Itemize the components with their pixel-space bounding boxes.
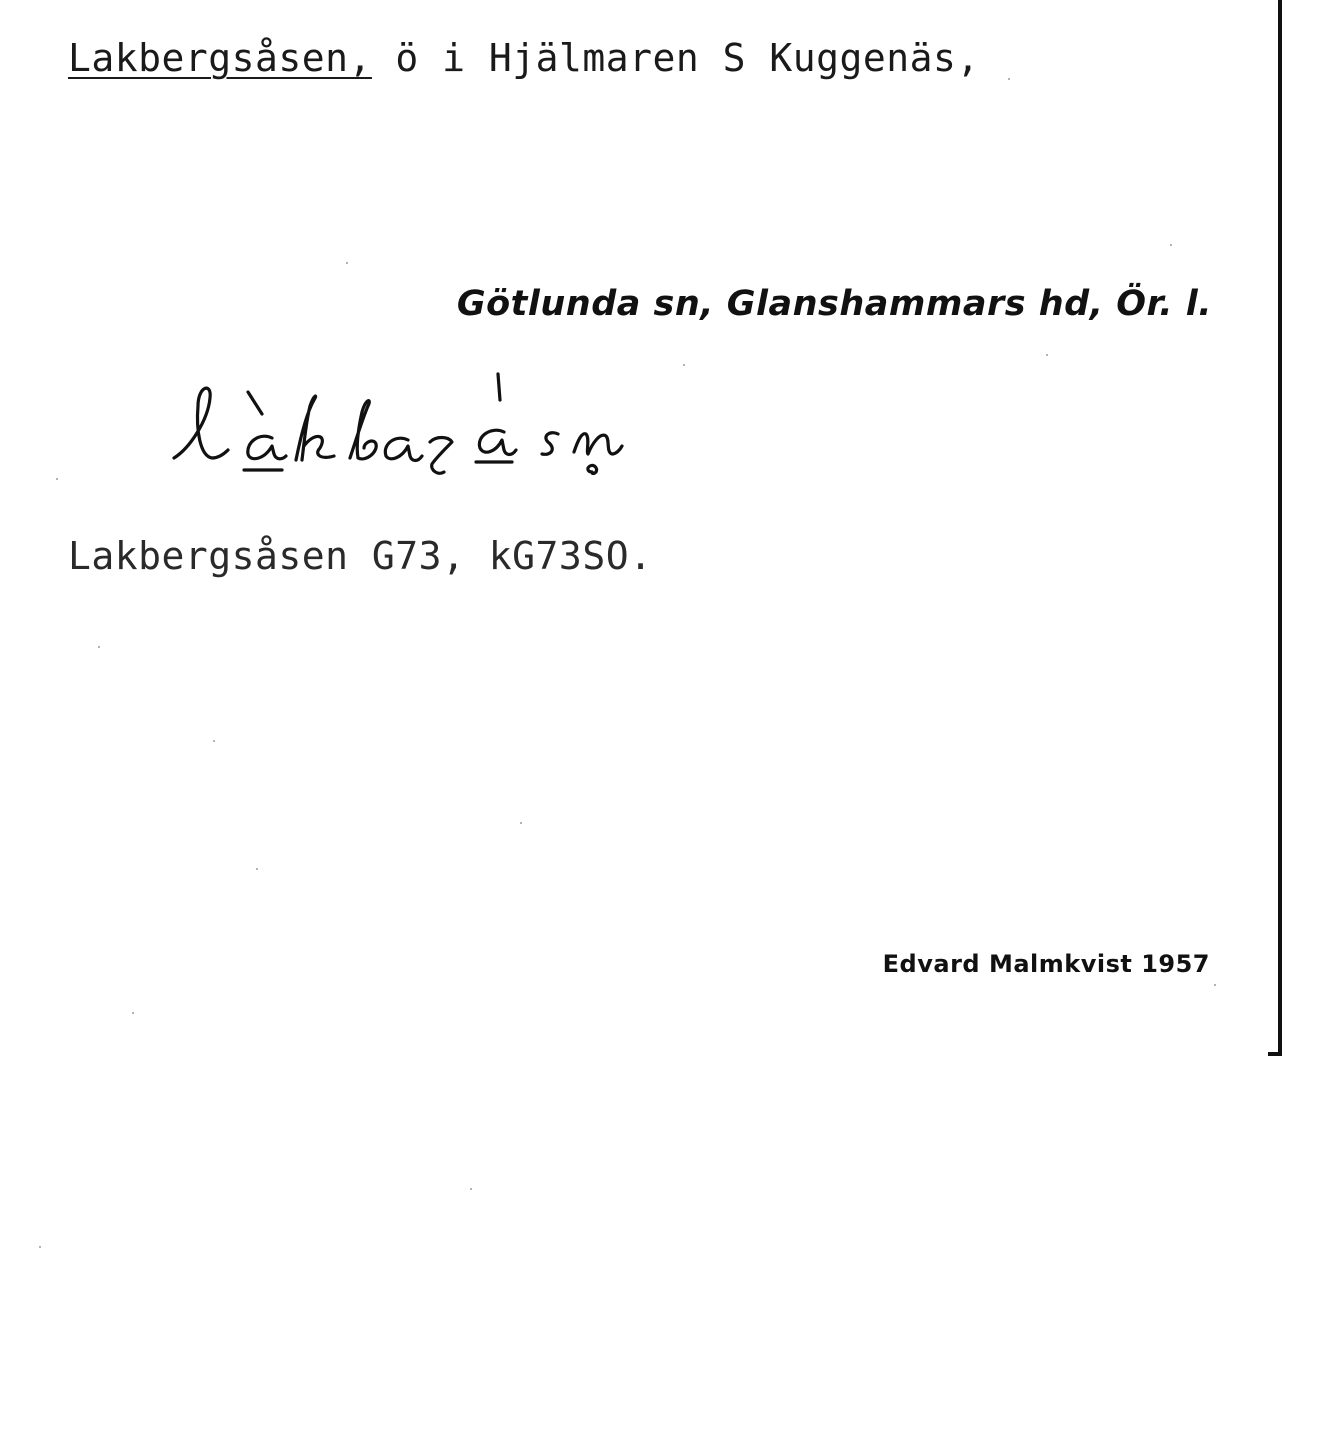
paper-speck bbox=[683, 364, 685, 366]
collector-signature: Edvard Malmkvist 1957 bbox=[882, 950, 1210, 978]
paper-speck bbox=[470, 1188, 472, 1190]
paper-speck bbox=[256, 868, 258, 870]
card-right-edge-foot bbox=[1268, 1052, 1282, 1056]
card-right-edge-line bbox=[1278, 0, 1282, 1056]
paper-speck bbox=[520, 822, 522, 824]
paper-speck bbox=[56, 478, 58, 480]
map-reference-line: Lakbergsåsen G73, kG73SO. bbox=[68, 534, 653, 578]
paper-speck bbox=[1046, 354, 1048, 356]
paper-speck bbox=[1170, 244, 1172, 246]
parish-district-line: Götlunda sn, Glanshammars hd, Ör. l. bbox=[456, 284, 1212, 324]
paper-speck bbox=[132, 1012, 134, 1014]
paper-speck bbox=[98, 646, 100, 648]
paper-speck bbox=[1008, 78, 1010, 80]
paper-speck bbox=[39, 1246, 41, 1248]
handwritten-pronunciation bbox=[168, 360, 688, 490]
headword: Lakbergsåsen, bbox=[68, 36, 372, 80]
paper-speck bbox=[213, 740, 215, 742]
headword-description: ö i Hjälmaren S Kuggenäs, bbox=[395, 36, 980, 80]
paper-speck bbox=[1214, 984, 1216, 986]
headword-line bbox=[68, 36, 980, 80]
handwritten-pronunciation-drawing bbox=[168, 360, 688, 490]
paper-speck bbox=[346, 262, 348, 264]
